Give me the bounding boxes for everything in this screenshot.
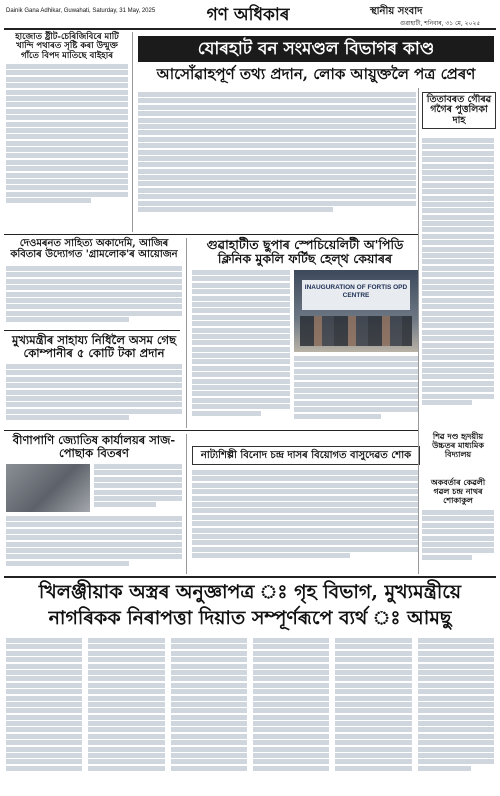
- article-dergaon-body: [6, 266, 182, 328]
- article-cm-relief-body: [6, 364, 182, 428]
- photo-people: [300, 316, 412, 346]
- article-jorhat-body: [138, 92, 416, 232]
- headline-hajot: হাজোত ষ্ট্ৰীট-চেৰিজিবিৰে মাটি খান্দি পথাৰত সৃষ্টি কৰা উন্মুক্ত গাঁতে বিপদ মাতিছে বাইহাৰ: [15, 32, 119, 61]
- headline-jorhat-banner: যোৰহাট বন সংমণ্ডল বিভাগৰ কাণ্ড: [138, 36, 494, 62]
- publication-line: Dainik Gana Adhikar, Guwahati, Saturday, 31 May, 2025: [6, 8, 156, 14]
- article-binapani-side: [94, 464, 182, 512]
- headline-titabor: তিতাবৰত গৌৰৱ গগৈৰ পুত্তলিকা দাহ: [422, 92, 496, 129]
- masthead-rule: [4, 28, 496, 30]
- article-natya-body: [192, 470, 418, 572]
- headline-bottom-line1: খিলঞ্জীয়াক অস্ত্ৰৰ অনুজ্ঞাপত্ৰ ঃ গৃহ বিভাগ, মুখ্যমন্ত্ৰীয়ে: [38, 581, 462, 603]
- section-title: স্থানীয় সংবাদ: [370, 6, 423, 17]
- dateline: গুৱাহাটী, শনিবাৰ, ৩১ মে, ২০২৫: [400, 20, 481, 27]
- clinic-inauguration-photo: [294, 270, 418, 352]
- article-clinic-body-cont: [294, 356, 418, 428]
- headline-jorhat-sub: আসোঁৱাহপূৰ্ণ তথ্য প্ৰদান, লোক আয়ুক্তলৈ পত্ৰ প্ৰেৰণ: [156, 65, 476, 83]
- headline-bottom-line2: নাগৰিকক নিৰাপত্তা দিয়াত সম্পূৰ্ণৰূপে ব্যৰ্থ ঃ আমছু: [48, 607, 452, 629]
- headline-binapani: বীণাপাণি জ্যোতিষ কাৰ্যালয়ৰ সাজ-পোছাক বিতৰণ: [12, 433, 176, 460]
- headline-shiva: শিৱ দণ্ড হৃদয়ীয় উচ্চতৰ মাধ্যমিক বিদ্যালয়: [432, 431, 484, 459]
- section-rule: [4, 234, 418, 235]
- headline-clinic: গুৱাহাটীত ছুপাৰ স্পেচিয়েলিটী অ'পিডি ক্লিনিক মুকলি ফৰ্টিছ হেল্‌থ কেয়াৰৰ: [206, 237, 404, 266]
- column-divider: [186, 238, 187, 428]
- section-rule: [4, 576, 496, 578]
- headline-natya: নাট্যশিল্পী বিনোদ চন্দ্ৰ দাসৰ বিয়োগত বাসুদেৱত শোক: [192, 446, 420, 465]
- headline-akhanda: অকবৰ্তাৰ কেৱলী গৱল চন্দ্ৰ নাথৰ শোকাকুল: [430, 477, 486, 505]
- article-binapani-body: [6, 516, 182, 572]
- clinic-banner-text: INAUGURATION OF FORTIS OPD CENTRE: [302, 280, 410, 310]
- column-divider: [186, 434, 187, 574]
- section-rule: [4, 330, 180, 331]
- article-bottom-body: [6, 638, 494, 792]
- article-titabor-body: [422, 138, 494, 426]
- article-right-lower-body: [422, 510, 494, 572]
- article-clinic-body: [192, 270, 290, 430]
- binapani-photo: [6, 464, 90, 512]
- masthead-title: গণ অধিকাৰ: [206, 5, 290, 25]
- headline-dergaon: দেওমৰনত সাহিত্য অকাদেমি, আজিৰ কবিতাৰ উদ্যোগত 'গ্ৰামলোক'ৰ আয়োজন: [10, 238, 178, 260]
- headline-cm-relief: মুখ্যমন্ত্ৰীৰ সাহায্য নিধিলৈ অসম গেছ কোম্পানীৰ ৫ কোটি টকা প্ৰদান: [11, 333, 177, 360]
- column-divider: [132, 32, 133, 232]
- article-hajot-body: [6, 64, 128, 228]
- section-rule: [4, 430, 418, 431]
- column-divider: [418, 88, 419, 574]
